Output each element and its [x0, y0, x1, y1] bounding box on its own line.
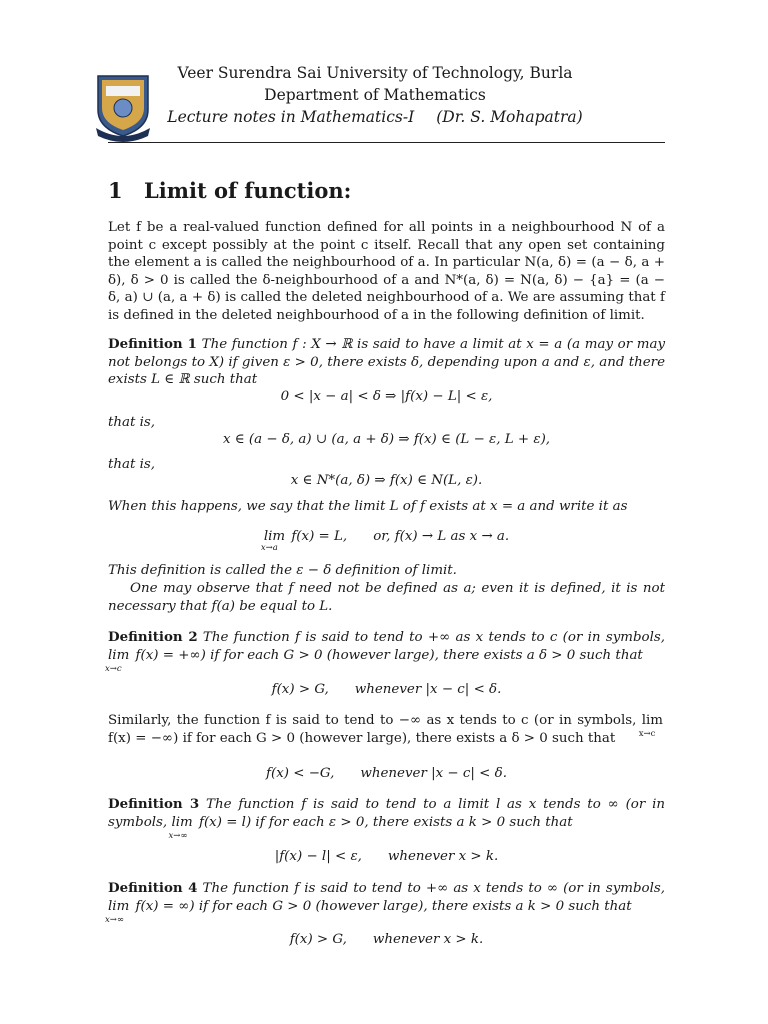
section-title: Limit of function: [144, 178, 352, 203]
university-logo [92, 70, 154, 142]
def1-when-text: When this happens, we say that the limit L of f exists at x = a and write it as [108, 499, 628, 514]
def1-equation-2: x ∈ (a − δ, a) ∪ (a, a + δ) ⇒ f(x) ∈ (L − ε, L + ε), [222, 432, 551, 447]
definition-1-label: Definition 1 [108, 336, 197, 352]
def1-equation-3: x ∈ N*(a, δ) ⇒ f(x) ∈ N(L, ε). [290, 473, 483, 488]
definition-4-text-b: f(x) = ∞) if for each G > 0 (however large), there exists a k > 0 such that [135, 898, 632, 914]
header-rule [108, 142, 665, 143]
similarly-paragraph [108, 712, 665, 747]
def3-eq: |f(x) − l| < ε, [274, 849, 362, 864]
definition-1 [108, 336, 665, 389]
def1-called: This definition is called the ε − δ definition of limit. [108, 563, 457, 578]
similar-lim-sub: x→c [638, 729, 656, 739]
similar-equation [108, 766, 665, 781]
def3-equation [108, 849, 665, 864]
def4-lim-word: lim [108, 898, 130, 914]
def1-lim-rest: f(x) = L, [291, 529, 348, 544]
definition-4-text-a: The function f is said to tend to +∞ as x tends to ∞ (or in symbols, [202, 881, 665, 896]
header-text-block [150, 62, 600, 128]
definition-3 [108, 796, 665, 841]
def1-equation-4 [108, 529, 665, 553]
similar-eq-cond: whenever |x − c| < δ. [360, 766, 507, 781]
def2-eq: f(x) > G, [271, 682, 329, 697]
similar-eq: f(x) < −G, [266, 766, 335, 781]
def3-lim-sub: x→∞ [168, 830, 188, 841]
similarly-text-b: f(x) = −∞) [108, 730, 179, 746]
def1-that-is-1: that is, [108, 415, 156, 430]
department-name: Department of Mathematics [264, 86, 486, 104]
definition-4 [105, 880, 665, 925]
def2-lim-sub: x→c [105, 663, 122, 674]
similar-lim-word: lim [641, 713, 663, 728]
section-heading [108, 178, 351, 203]
def4-equation [108, 932, 665, 947]
def1-lim [260, 529, 286, 553]
definition-3-text-b: f(x) = l) if for each ε > 0, there exists a k > 0 such that [198, 814, 573, 830]
def1-observe: One may observe that f need not be defined as a; even it is defined, it is not necessary that f(a) be equal to L. [108, 581, 665, 614]
def1-lim-word: lim [263, 529, 286, 544]
definition-2-text-c: +∞) if for each G > 0 (however large), there exists a δ > 0 such that [178, 647, 643, 663]
definition-1-text: The function f : X → ℝ is said to have a limit at x = a (a may or may not belongs to X) if given ε > 0, there exists δ, depending upon a and ε, and there exists L ∈ ℝ such that [108, 337, 666, 388]
def4-lim [105, 898, 130, 925]
university-name: Veer Surendra Sai University of Technology, Burla [177, 64, 573, 82]
def1-lim-sub: x→a [260, 543, 278, 553]
def2-equation [108, 682, 665, 697]
def3-lim-word: lim [171, 814, 193, 830]
def3-lim [168, 814, 193, 841]
def4-lim-sub: x→∞ [105, 914, 124, 925]
section-number: 1 [108, 178, 123, 203]
course-title: Lecture notes in Mathematics-I [167, 108, 415, 126]
similarly-text-a: Similarly, the function f is said to tend to −∞ as x tends to c (or in symbols, [108, 713, 637, 728]
def1-that-is-2: that is, [108, 457, 156, 472]
definition-2-text-b: f(x) = [135, 647, 174, 663]
similarly-text-c: if for each G > 0 (however large), there exists a δ > 0 such that [182, 730, 616, 746]
similar-lim [638, 712, 663, 739]
def2-lim [105, 647, 130, 674]
def4-eq: f(x) > G, [289, 932, 347, 947]
document-header [0, 58, 768, 148]
def2-lim-word: lim [108, 647, 130, 663]
course-line [150, 106, 600, 128]
definition-4-label: Definition 4 [108, 880, 198, 896]
definition-3-text-a: The function f is said to tend to a limit l as x tends to ∞ (or in symbols, [108, 797, 665, 830]
def1-lim-alt: or, f(x) → L as x → a. [373, 529, 510, 544]
definition-2-text-a: The function f is said to tend to +∞ as x tends to c (or in symbols, [202, 630, 665, 645]
def2-eq-cond: whenever |x − c| < δ. [354, 682, 502, 697]
definition-2-label: Definition 2 [108, 629, 198, 645]
definition-3-label: Definition 3 [108, 796, 200, 812]
intro-paragraph: Let f be a real-valued function defined for all points in a neighbourhood N of a point c except possibly at the point c itself. Recall that any open set containing the element a is called the neighbourhood of a. In particular N(a, δ) = (a − δ, a + δ), δ > 0 is called the δ-neighbourhood of a and N*(a, δ) = N(a, δ) − {a} = (a − δ, a) ∪ (a, a + δ) is called the deleted neighbourhood of a. We are assuming that f is defined in the deleted neighbourhood of a in the following definition of limit. [108, 220, 665, 323]
author-name: (Dr. S. Mohapatra) [436, 108, 583, 126]
def3-eq-cond: whenever x > k. [387, 849, 499, 864]
def1-equation-1: 0 < |x − a| < δ ⇒ |f(x) − L| < ε, [280, 389, 493, 404]
definition-2 [105, 629, 665, 674]
def4-eq-cond: whenever x > k. [372, 932, 484, 947]
